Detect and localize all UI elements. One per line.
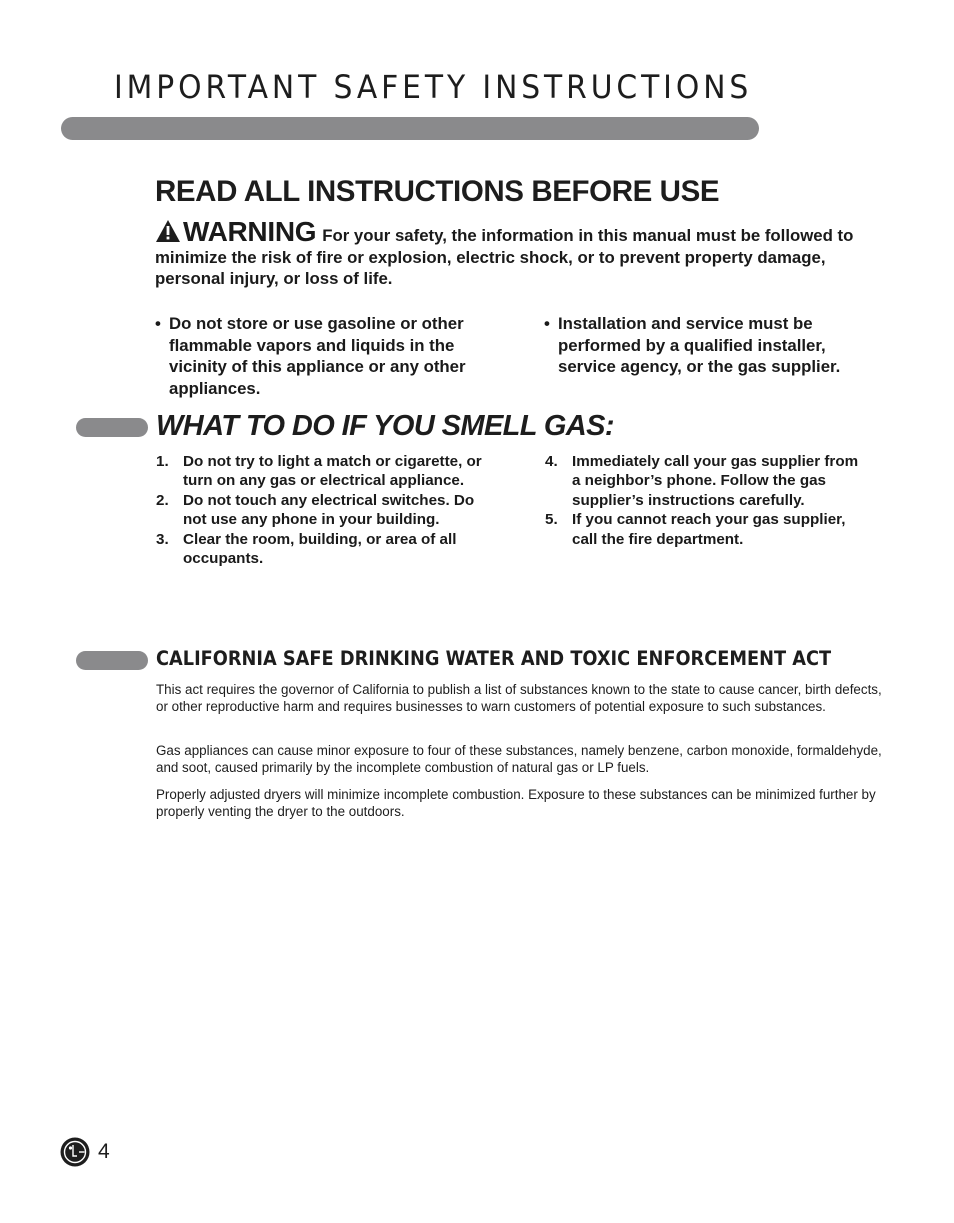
steps-list-left: [156, 452, 496, 568]
page-title: IMPORTANT SAFETY INSTRUCTIONS: [114, 68, 753, 106]
california-act-heading: CALIFORNIA SAFE DRINKING WATER AND TOXIC ENFORCEMENT ACT: [156, 647, 832, 670]
california-paragraph: This act requires the governor of California to publish a list of substances known to the state to cause cancer, birth defects, or other reproductive harm and requires businesses to warn customers of potential exposure to such substances.: [156, 682, 882, 715]
step-number: 2.: [156, 491, 169, 509]
step-text: Do not touch any electrical switches. Do not use any phone in your building.: [183, 491, 475, 529]
section-marker-pill: [76, 651, 148, 670]
bullet-list-left: [155, 313, 500, 400]
section-marker-pill: [76, 418, 148, 437]
list-item: [545, 510, 865, 549]
list-item: [544, 313, 864, 378]
steps-list-right: [545, 452, 865, 549]
warning-label: [155, 216, 316, 247]
step-number: 3.: [156, 530, 169, 548]
bullet-icon: •: [155, 314, 161, 333]
california-paragraph: Properly adjusted dryers will minimize incomplete combustion. Exposure to these substances can be minimized further by properly venting the dryer to the outdoors.: [156, 787, 876, 820]
list-item: [156, 530, 496, 569]
list-item: [156, 452, 496, 491]
list-item: [155, 313, 500, 400]
bullet-text: Do not store or use gasoline or other flammable vapors and liquids in the vicinity of this appliance or any other appliances.: [169, 314, 466, 399]
step-text: Immediately call your gas supplier from a neighbor’s phone. Follow the gas supplier’s instructions carefully.: [572, 453, 859, 509]
step-text: If you cannot reach your gas supplier, call the fire department.: [572, 511, 846, 548]
california-paragraph: Gas appliances can cause minor exposure to four of these substances, namely benzene, carbon monoxide, formaldehyde, and soot, caused primarily by the incomplete combustion of natural gas or LP fuels.: [156, 743, 882, 776]
lg-logo-icon: [60, 1137, 90, 1167]
step-number: 1.: [156, 453, 169, 470]
warning-label-text: WARNING: [183, 216, 317, 247]
bullet-list-right: [544, 313, 864, 378]
step-number: 5.: [545, 511, 558, 529]
bullet-text: Installation and service must be performed by a qualified installer, service agency, or the gas supplier.: [558, 314, 841, 377]
smell-gas-heading: WHAT TO DO IF YOU SMELL GAS:: [156, 410, 614, 442]
step-number: 4.: [545, 453, 558, 470]
step-text: Clear the room, building, or area of all occupants.: [183, 530, 457, 568]
bullet-icon: •: [544, 314, 550, 333]
list-item: [545, 452, 865, 510]
step-text: Do not try to light a match or cigarette, or turn on any gas or electrical appliance.: [183, 453, 482, 490]
list-item: [156, 491, 496, 530]
warning-block: [155, 218, 855, 290]
warning-triangle-icon: [155, 219, 181, 243]
title-divider-bar: [61, 117, 759, 140]
page-number: 4: [98, 1140, 110, 1163]
read-instructions-heading: READ ALL INSTRUCTIONS BEFORE USE: [155, 175, 720, 208]
warning-text: For your safety, the information in this manual must be followed to minimize the risk of fire or explosion, electric shock, or to prevent property damage, personal injury, or loss of life.: [155, 226, 854, 288]
